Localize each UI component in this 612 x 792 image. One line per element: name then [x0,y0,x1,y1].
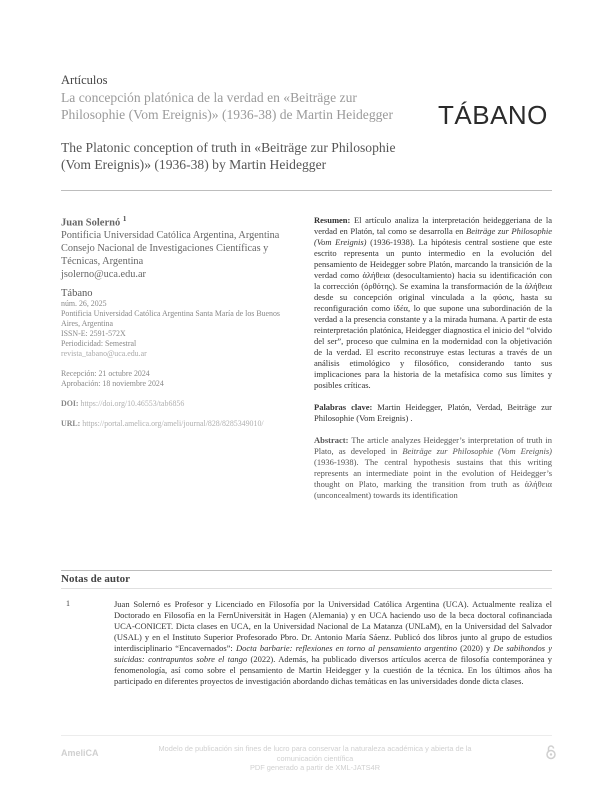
keywords-spanish [314,402,552,424]
abstract-spanish-work-title: Beiträge zur Philosophie (Vom Ereignis) [314,226,552,247]
abstract-column [314,215,552,512]
abstract-spanish-text-2: (1936-1938). La hipótesis central sostiene que este escrito representa un punto intermedio en la evolución del pensamiento de Heidegger sobre Platón, marcando la transición de la verdad como ἀλήθεια (desocultamiento) hacia su identificación con la corrección (ὀρθότης). Se examina la transformación de la ἀλήθεια desde su concepción original vinculada a la φύσις, hasta su reconfiguración como ἰδέα, lo que supone una subordinación de la verdad a la presencia constante y a la mirada humana. A partir de esta reinterpretación platónica, Heidegger diagnostica el inicio del “olvido del ser”, proceso que culmina en la modernidad con la objetivación de la verdad. El escrito reconstruye estas lecturas a través de un análisis etimológico y filosófico, considerando tanto sus implicaciones para la historia de la metafísica como sus límites y posibles críticas. [314,237,552,390]
author-email[interactable]: jsolerno@uca.edu.ar [61,268,146,280]
journal-publisher: Pontificia Universidad Católica Argentina Santa María de los Buenos Aires, Argentina [61,308,280,328]
doi-row [61,399,293,409]
notes-title: Notas de autor [61,573,131,585]
abstract-english-text-1: The article analyzes Heidegger’s interpretation of truth in Plato, as developed in [314,435,552,456]
url-row [61,419,293,429]
abstract-spanish [314,215,552,391]
date-approved: Aprobación: 18 noviembre 2024 [61,378,164,388]
date-received: Recepción: 21 octubre 2024 [61,368,150,378]
keywords-spanish-label: Palabras clave: [314,402,373,412]
note-text-3: (2022). Además, ha publicado diversos artículos acerca de filosofía contemporánea y fenomenología, así como sobre el pensamiento de Martin Heidegger y la cuestión de la técnica. En los últimos años ha participado en diferentes proyectos de investigación abordando dichas temáticas en las universidades donde dicta clases. [114,654,553,686]
title-spanish: La concepción platónica de la verdad en «Beiträge zur Philosophie (Vom Ereignis)» (1936-38) de Martin Heidegger [61,90,393,122]
header-divider [61,190,552,191]
open-access-icon [545,744,557,760]
journal-logo: TÁBANO [438,100,548,130]
note-text-1: Juan Solernó es Profesor y Licenciado en Filosofía por la Universidad Católica Argentina (UCA). Actualmente realiza el Doctorado en Filosofía en la FernUniversität in Hagen (Alemania) y en UCA haciendo uso de la beca doctoral cofinanciada UCA-CONICET. Dicta clases en UCA, en la Universidad Nacional de La Matanza (UNLaM), en la Universidad del Salvador (USAL) y en el Instituto Superior Profesorado Pbro. Dr. Antonio María Sáenz. Publicó dos libros junto al grupo de estudios interdisciplinario “Encavernados”: [114,599,552,653]
author-name [61,215,293,229]
note-number: 1 [66,599,70,608]
keywords-spanish-text: Martin Heidegger, Platón, Verdad, Beiträge zur Philosophie (Vom Ereignis) . [314,402,552,423]
abstract-english-label: Abstract: [314,435,349,445]
url-link[interactable]: https://portal.amelica.org/ameli/journal/828/8285349010/ [82,418,264,428]
notes-subdivider [61,588,552,589]
author-note-ref[interactable]: 1 [122,215,127,223]
abstract-english-work-title: Beiträge zur Philosophie (Vom Ereignis) [402,446,552,456]
author-name-text: Juan Solernó [61,217,121,229]
journal-email[interactable]: revista_tabano@uca.edu.ar [61,348,147,358]
doi-link[interactable]: https://doi.org/10.46553/tab6856 [80,398,185,408]
section-label: Artículos [61,73,108,87]
author-note-text [114,599,552,687]
metadata-column [61,215,293,429]
title-english: The Platonic conception of truth in «Beiträge zur Philosophie (Vom Ereignis)» (1936-38) by Martin Heidegger [61,140,396,172]
amelica-logo: AmeliCA [61,748,99,758]
author-affiliation-1: Pontificia Universidad Católica Argentina, Argentina [61,229,280,241]
footer-text [150,744,480,773]
footer-divider [61,735,552,736]
notes-divider [61,570,552,571]
footer-line-1: Modelo de publicación sin fines de lucro para conservar la naturaleza académica y abierta de la comunicación científica [158,744,472,763]
note-book-2: De sabihondos y suicidas: contrapuntos sobre el tango [114,643,553,664]
journal-issn: ISSN-E: 2591-572X [61,328,126,338]
doi-label: DOI: [61,398,79,408]
abstract-english [314,435,552,501]
abstract-english-text-2: (1936-1938). The central hypothesis sustains that this writing represents an intermediate point in the evolution of Heidegger’s thought on Plato, marking the transition from truth as ἀλήθεια (unconcealment) towards its identification [314,457,552,500]
abstract-spanish-text-1: El artículo analiza la interpretación heideggeriana de la verdad en Platón, tal como se desarrolla en [314,215,552,236]
url-label: URL: [61,418,81,428]
abstract-spanish-label: Resumen: [314,215,351,225]
footer-line-2: PDF generado a partir de XML-JATS4R [249,763,381,772]
journal-name: Tábano [61,287,93,299]
author-affiliation-2: Consejo Nacional de Investigaciones Científicas y Técnicas, Argentina [61,242,269,267]
note-text-2: (2020) y [460,643,491,653]
note-book-1: Docta barbarie: reflexiones en torno al pensamiento argentino [235,643,457,653]
journal-issue: núm. 26, 2025 [61,298,107,308]
journal-periodicity: Periodicidad: Semestral [61,338,137,348]
